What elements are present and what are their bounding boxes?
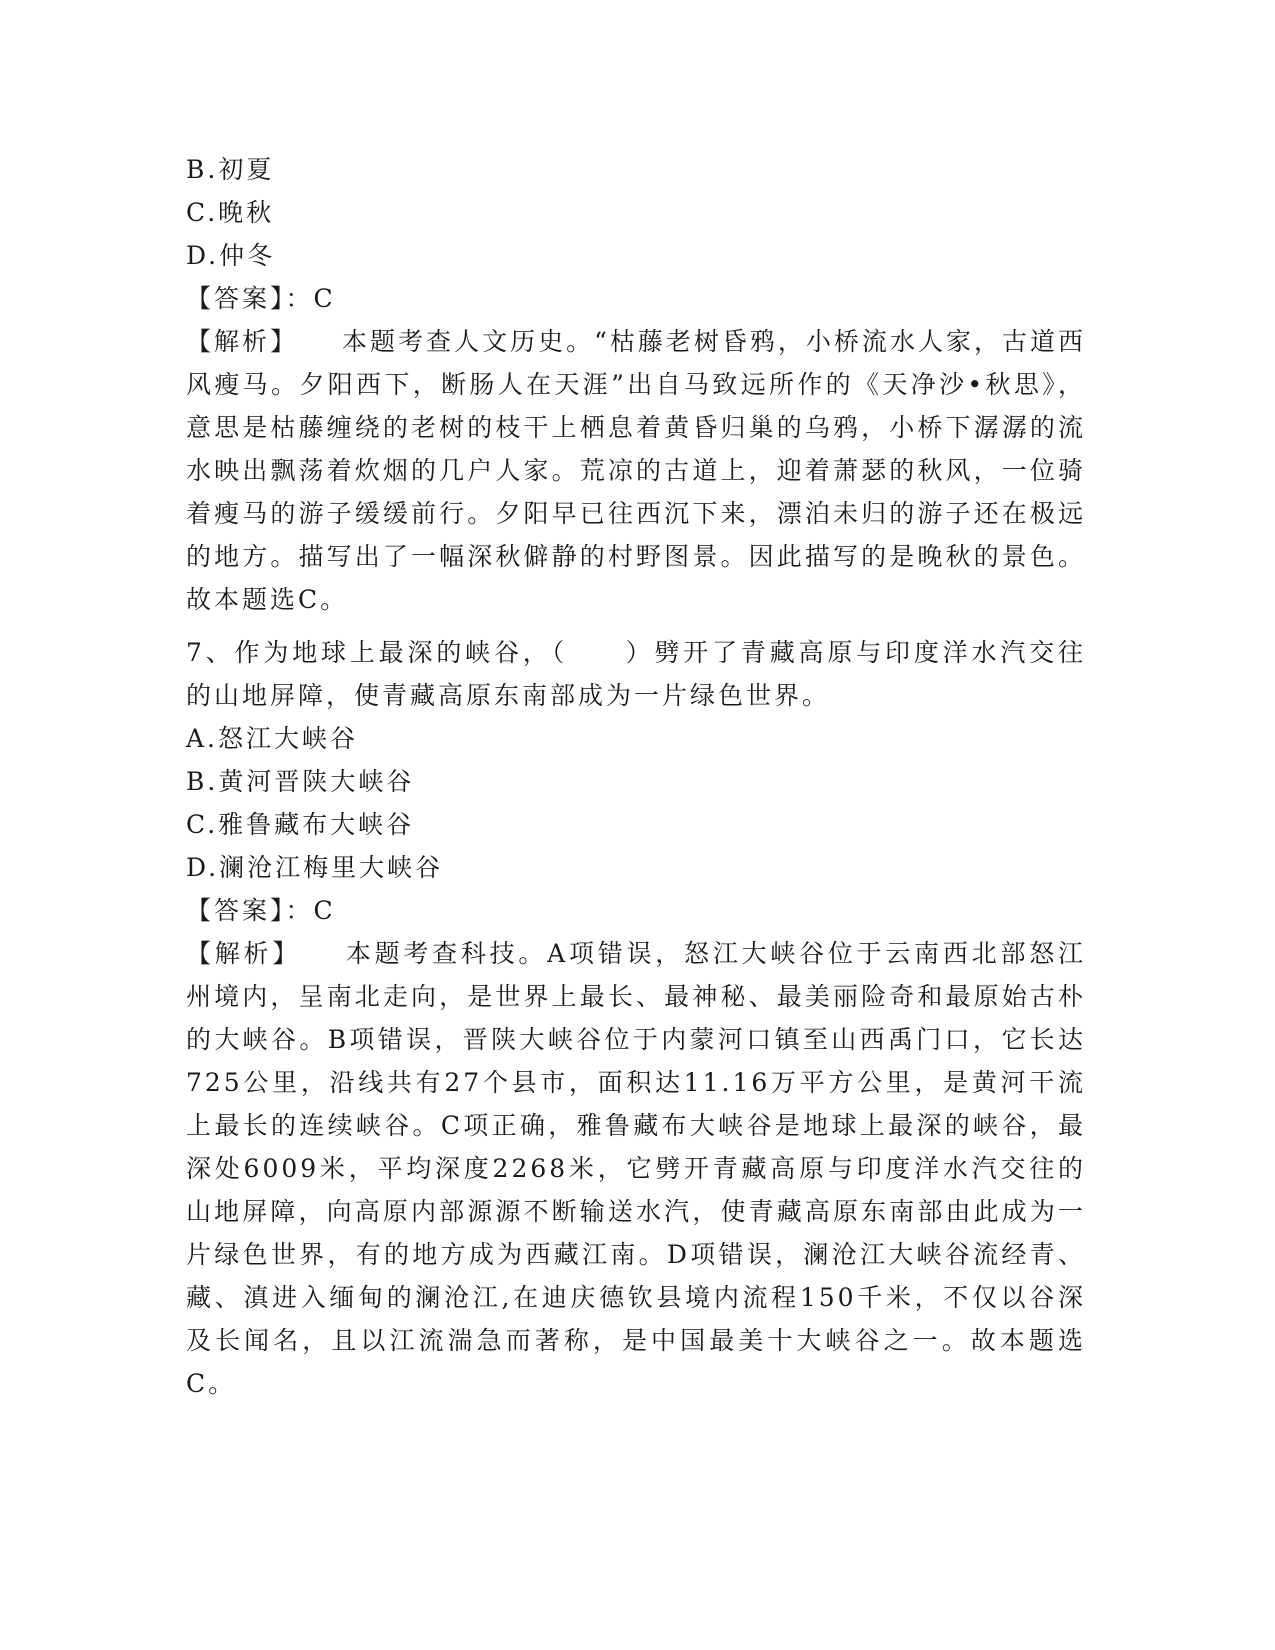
q7-analysis [186, 932, 1086, 1405]
q6-answer-label: 【答案】 [186, 284, 286, 313]
q6-answer-value: ：C [285, 284, 336, 313]
q6-analysis-label: 【解析】 [186, 327, 299, 356]
q6-option-c: C.晚秋 [186, 198, 275, 227]
q6-option-d: D.仲冬 [186, 241, 276, 270]
q6-analysis [186, 320, 1086, 621]
q6-analysis-text: 本题考查人文历史。“枯藤老树昏鸦，小桥流水人家，古道西风瘦马。夕阳西下，断肠人在天涯”出自马致远所作的《天净沙•秋思》，意思是枯藤缠绕的老树的枝干上栖息着黄昏归巢的乌鸦，小桥下潺潺的流水映出飘荡着炊烟的几户人家。荒凉的古道上，迎着萧瑟的秋风，一位骑着瘦马的游子缓缓前行。夕阳早已往西沉下来，漂泊未归的游子还在极远的地方。描写出了一幅深秋僻静的村野图景。因此描写的是晚秋的景色。故本题选C。 [186, 327, 1086, 614]
q7-answer [186, 889, 1086, 932]
q7-analysis-text: 本题考查科技。A项错误，怒江大峡谷位于云南西北部怒江州境内，呈南北走向，是世界上最长、最神秘、最美丽险奇和最原始古朴的大峡谷。B项错误，晋陕大峡谷位于内蒙河口镇至山西禹门口，它长达725公里，沿线共有27个县市，面积达11.16万平方公里，是黄河干流上最长的连续峡谷。C项正确，雅鲁藏布大峡谷是地球上最深的峡谷，最深处6009米，平均深度2268米，它劈开青藏高原与印度洋水汽交往的山地屏障，向高原内部源源不断输送水汽，使青藏高原东南部由此成为一片绿色世界，有的地方成为西藏江南。D项错误，澜沧江大峡谷流经青、藏、滇进入缅甸的澜沧江,在迪庆德钦县境内流程150千米，不仅以谷深及长闻名，且以江流湍急而著称，是中国最美十大峡谷之一。故本题选C。 [186, 939, 1086, 1398]
q7-option-a: A.怒江大峡谷 [186, 724, 359, 753]
q7-option-d: D.澜沧江梅里大峡谷 [186, 853, 444, 882]
q7-option-b: B.黄河晋陕大峡谷 [186, 767, 415, 796]
q7-answer-value: ：C [285, 896, 336, 925]
question-gap [186, 621, 1086, 631]
q7-answer-label: 【答案】 [186, 896, 286, 925]
q7-option-c: C.雅鲁藏布大峡谷 [186, 810, 415, 839]
page-content [186, 148, 1086, 1405]
q7-analysis-label: 【解析】 [186, 939, 302, 968]
q6-answer [186, 277, 1086, 320]
q7-stem: 7、作为地球上最深的峡谷，（ ）劈开了青藏高原与印度洋水汽交往的山地屏障，使青藏高原东南部成为一片绿色世界。 [186, 638, 1086, 710]
q6-option-b: B.初夏 [186, 155, 275, 184]
